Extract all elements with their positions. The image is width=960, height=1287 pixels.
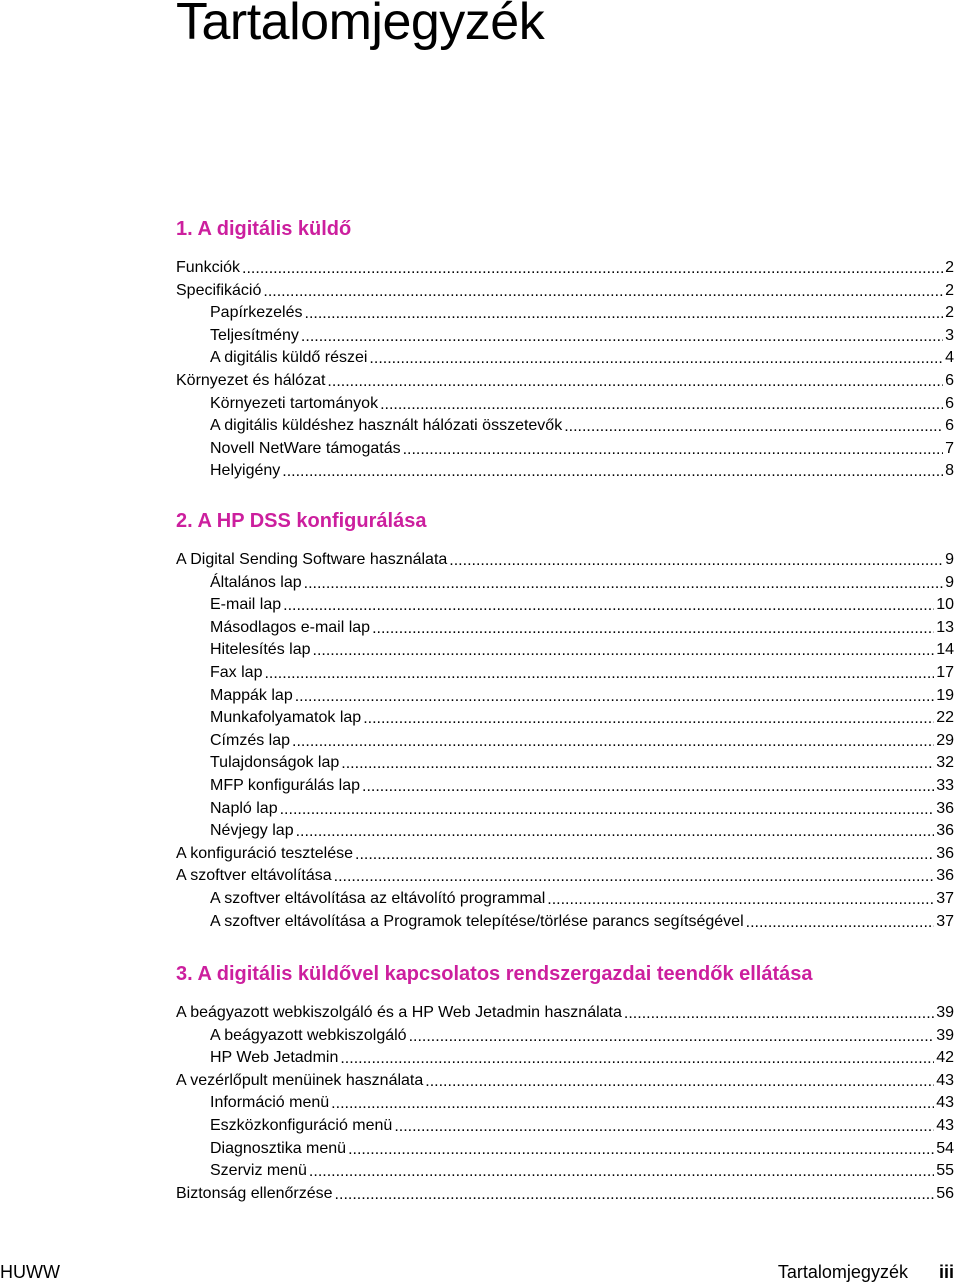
toc-entry[interactable] (210, 909, 954, 931)
toc-entry-title: Funkciók (176, 259, 241, 276)
toc-entry-page: 54 (936, 1139, 954, 1157)
toc-entry[interactable] (210, 570, 954, 592)
toc-entry-page: 8 (945, 462, 954, 480)
dot-leader (355, 850, 934, 863)
toc-entry-title: Másodlagos e-mail lap (210, 618, 371, 636)
footer (176, 1262, 954, 1283)
toc-entry-page: 13 (936, 618, 954, 636)
toc-entry[interactable] (210, 1090, 954, 1112)
toc-entry[interactable] (210, 1113, 954, 1135)
toc-entry[interactable] (210, 660, 954, 682)
dot-leader (305, 309, 944, 322)
toc-entry-title: Diagnosztika menü (210, 1139, 347, 1157)
chapter-heading: 1. A digitális küldő (176, 218, 352, 240)
toc-entry[interactable] (210, 391, 954, 413)
toc-entry[interactable] (210, 818, 954, 840)
toc-entry[interactable] (210, 458, 954, 480)
toc-entry[interactable] (210, 300, 954, 322)
toc-entry[interactable] (210, 637, 954, 659)
dot-leader (409, 1032, 935, 1045)
toc-entry-title: A szoftver eltávolítása az eltávolító programmal (210, 890, 546, 907)
toc-entry-page: 55 (936, 1162, 954, 1180)
dot-leader (283, 601, 934, 614)
toc-entry[interactable] (210, 345, 954, 367)
toc-entry-title: A beágyazott webkiszolgáló (210, 1026, 407, 1044)
toc-entry-title: E-mail lap (210, 596, 282, 614)
page-title: Tartalomjegyzék (176, 0, 545, 51)
toc-entry-title: Névjegy lap (210, 822, 294, 840)
dot-leader (363, 714, 934, 727)
dot-leader (296, 827, 935, 840)
dot-leader (264, 669, 934, 682)
toc-entry-title: Papírkezelés (210, 304, 303, 322)
dot-leader (746, 918, 935, 931)
toc-entry-title: Környezet és hálózat (176, 372, 326, 389)
toc-entry[interactable] (210, 773, 954, 795)
toc-entry-title: A digitális küldő részei (210, 349, 368, 367)
toc-entry-page: 6 (945, 417, 954, 435)
toc-entry-page: 42 (936, 1049, 954, 1067)
toc-entry-title: Tulajdonságok lap (210, 754, 340, 772)
toc-entry-title: A digitális küldéshez használt hálózati összetevők (210, 417, 563, 435)
toc-entry-title: Szerviz menü (210, 1162, 307, 1180)
toc-entry-page: 14 (936, 641, 954, 659)
dot-leader (547, 895, 934, 908)
footer-doc-code: HUWW (0, 1262, 60, 1282)
toc-entry-title: Hitelesítés lap (210, 641, 311, 659)
toc-entry-page: 6 (945, 394, 954, 412)
dot-leader (242, 264, 943, 277)
footer-left (0, 1262, 60, 1283)
toc-entry-title: Napló lap (210, 799, 278, 817)
toc-entry-page: 29 (936, 731, 954, 749)
toc-entry[interactable] (210, 683, 954, 705)
toc-entry[interactable] (210, 413, 954, 435)
toc-entry[interactable] (210, 886, 954, 908)
toc-entry[interactable] (176, 1181, 954, 1203)
toc-entry-page: 39 (936, 1004, 954, 1021)
chapter-heading: 3. A digitális küldővel kapcsolatos rendszergazdai teendők ellátása (176, 963, 813, 985)
toc-entry[interactable] (210, 1136, 954, 1158)
dot-leader (380, 400, 943, 413)
toc-entry-title: A Digital Sending Software használata (176, 551, 448, 568)
toc-entry-title: Általános lap (210, 573, 302, 591)
toc-entry[interactable] (176, 863, 954, 885)
toc-entry-page: 2 (945, 304, 954, 322)
toc-entry-page: 22 (936, 709, 954, 727)
toc-entry-page: 9 (945, 551, 954, 568)
toc-entry-page: 4 (945, 349, 954, 367)
toc-entry-page: 2 (945, 281, 954, 299)
dot-leader (362, 782, 934, 795)
toc-entry[interactable] (176, 255, 954, 277)
toc-entry-title: Környezeti tartományok (210, 394, 379, 412)
toc-entry-page: 43 (936, 1094, 954, 1112)
dot-leader (327, 377, 943, 390)
toc-entry[interactable] (210, 1158, 954, 1180)
dot-leader (340, 1054, 934, 1067)
footer-page-number: iii (938, 1262, 954, 1282)
toc-entry[interactable] (210, 728, 954, 750)
toc-entry-page: 37 (936, 890, 954, 907)
dot-leader (309, 1167, 934, 1180)
toc-entry[interactable] (210, 750, 954, 772)
dot-leader (369, 354, 943, 367)
toc-entry-title: Munkafolyamatok lap (210, 709, 362, 727)
dot-leader (425, 1077, 934, 1090)
toc-entry-page: 56 (936, 1184, 954, 1202)
toc-entry-page: 36 (936, 867, 954, 885)
dot-leader (564, 422, 943, 435)
toc-entry-title: A szoftver eltávolítása a Programok telepítése/törlése parancs segítségével (210, 912, 744, 930)
dot-leader (335, 1190, 935, 1203)
toc-entry-page: 36 (936, 844, 954, 862)
footer-right (752, 1262, 954, 1283)
toc-entry-page: 43 (936, 1071, 954, 1089)
toc-entry-page: 9 (945, 573, 954, 591)
toc-entry-title: Fax lap (210, 664, 263, 681)
toc-entry[interactable] (210, 615, 954, 637)
dot-leader (263, 287, 943, 300)
toc-entry-title: A beágyazott webkiszolgáló és a HP Web Jetadmin használata (176, 1004, 622, 1021)
dot-leader (301, 332, 943, 345)
toc-entry[interactable] (210, 1045, 954, 1067)
toc-entry-title: Eszközkonfiguráció menü (210, 1117, 393, 1134)
dot-leader (348, 1145, 934, 1158)
toc-entry-title: A szoftver eltávolítása (176, 867, 332, 885)
toc-entry-title: A vezérlőpult menüinek használata (176, 1071, 424, 1089)
toc-entry-page: 33 (936, 777, 954, 794)
dot-leader (449, 556, 943, 569)
toc-entry-page: 32 (936, 754, 954, 772)
toc-entry-title: Novell NetWare támogatás (210, 439, 401, 457)
toc-entry[interactable] (210, 796, 954, 818)
toc-entry[interactable] (176, 841, 954, 863)
dot-leader (313, 646, 935, 659)
dot-leader (292, 737, 934, 750)
toc-entry[interactable] (176, 547, 954, 569)
toc-entry-title: Mappák lap (210, 686, 293, 704)
dot-leader (280, 805, 935, 818)
toc-entry[interactable] (176, 278, 954, 300)
toc-entry-page: 37 (936, 912, 954, 930)
footer-section: Tartalomjegyzék (777, 1262, 908, 1282)
dot-leader (282, 467, 943, 480)
toc-entry-title: Helyigény (210, 462, 281, 480)
chapter-heading: 2. A HP DSS konfigurálása (176, 510, 427, 532)
toc-entry-title: Biztonság ellenőrzése (176, 1184, 333, 1202)
toc-entry-title: A konfiguráció tesztelése (176, 844, 353, 862)
toc-entry[interactable] (176, 1000, 954, 1022)
toc-entry[interactable] (210, 592, 954, 614)
dot-leader (304, 579, 943, 592)
toc-entry-title: MFP konfigurálás lap (210, 777, 360, 794)
dot-leader (403, 445, 944, 458)
toc-entry-page: 10 (936, 596, 954, 614)
dot-leader (334, 872, 935, 885)
toc-entry[interactable] (210, 705, 954, 727)
toc-entry-title: Címzés lap (210, 731, 291, 749)
dot-leader (341, 759, 934, 772)
toc-entry[interactable] (176, 1068, 954, 1090)
toc-entry[interactable] (210, 1023, 954, 1045)
toc-entry[interactable] (176, 368, 954, 390)
toc-entry-page: 3 (945, 326, 954, 344)
toc-entry-page: 39 (936, 1026, 954, 1044)
toc-entry-page: 19 (936, 686, 954, 704)
toc-entry-title: Teljesítmény (210, 326, 299, 344)
dot-leader (394, 1122, 934, 1135)
toc-entry-title: HP Web Jetadmin (210, 1049, 339, 1067)
toc-entry-page: 6 (945, 372, 954, 389)
dot-leader (295, 692, 934, 705)
toc-entry-page: 2 (945, 259, 954, 276)
toc-entry-page: 7 (945, 439, 954, 457)
toc-entry-page: 36 (936, 799, 954, 817)
toc-entry-title: Specifikáció (176, 281, 262, 299)
toc-entry-page: 36 (936, 822, 954, 840)
toc-entry-page: 43 (936, 1117, 954, 1134)
toc-entry[interactable] (210, 323, 954, 345)
toc-entry[interactable] (210, 436, 954, 458)
dot-leader (372, 624, 934, 637)
toc-entry-title: Információ menü (210, 1094, 330, 1112)
dot-leader (624, 1009, 934, 1022)
toc-entry-page: 17 (936, 664, 954, 681)
dot-leader (331, 1099, 934, 1112)
